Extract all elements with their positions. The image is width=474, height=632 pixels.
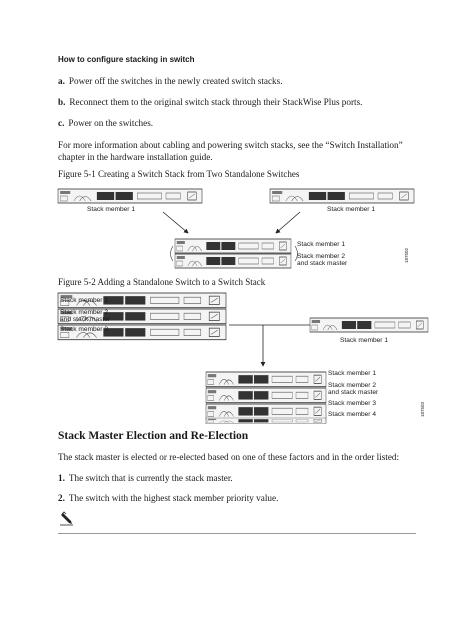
step-marker: c. — [58, 118, 65, 128]
figure-2-id: 187503 — [420, 401, 425, 417]
figure-2-bottom-label-1: Stack member 1 — [328, 370, 377, 377]
factor-text: The switch that is currently the stack master. — [68, 473, 233, 483]
step-text: Power off the switches in the newly created switch stacks. — [68, 76, 283, 86]
figure-1-id: 187502 — [404, 247, 409, 263]
figure-2-connectors — [229, 325, 310, 366]
factor-marker: 1. — [58, 473, 65, 483]
figure-1-arrow-right — [276, 212, 300, 233]
factor-marker: 2. — [58, 493, 65, 503]
figure-2-bottom-label-2a: Stack member 2 — [328, 382, 377, 389]
figure-2-bottom-label-4: Stack member 4 — [328, 411, 377, 418]
figure-2-top-label-2b: and stack master — [60, 316, 111, 323]
step-marker: a. — [58, 76, 65, 86]
section-title: Stack Master Election and Re-Election — [58, 430, 249, 442]
step-text: Reconnect them to the original switch stack through their StackWise Plus ports. — [69, 97, 363, 107]
figure-2-top-label-1: Stack member 1 — [60, 297, 109, 304]
figure-1-right-switch — [270, 189, 414, 203]
figure-2-caption: Figure 5-2 Adding a Standalone Switch to a Switch Stack — [58, 277, 266, 287]
figure-1-left-switch — [58, 189, 202, 203]
factor-text: The switch with the highest stack member priority value. — [68, 493, 279, 503]
info-line-2: chapter in the hardware installation guide. — [58, 152, 213, 162]
info-line-1: For more information about cabling and powering switch stacks, see the “Switch Installation” — [58, 140, 403, 150]
figure-1-stack-label-1: Stack member 1 — [297, 241, 346, 248]
note-divider — [58, 533, 416, 534]
figure-2-bottom-label-2b: and stack master — [328, 389, 379, 396]
factor-1 — [58, 473, 233, 483]
figure-1-stack — [171, 239, 298, 268]
figure-1-arrow-left — [163, 212, 188, 233]
step-text: Power on the switches. — [68, 118, 154, 128]
figure-2-bottom-label-3: Stack member 3 — [328, 400, 377, 407]
figure-1-right-label: Stack member 1 — [327, 206, 376, 213]
figure-2-top-label-3: Stack member 3 — [60, 326, 109, 333]
section-intro: The stack master is elected or re-elected based on one of these factors and in the order listed: — [58, 452, 400, 462]
factor-2 — [58, 493, 278, 503]
figure-1-left-label: Stack member 1 — [87, 206, 136, 213]
figure-2-bottom-stack — [206, 372, 326, 424]
figure-2-top-label-2a: Stack member 2 — [60, 309, 109, 316]
step-marker: b. — [58, 97, 66, 107]
figure-2-standalone-switch — [310, 318, 428, 332]
document-heading: How to configure stacking in switch — [58, 55, 195, 64]
note-pencil-icon — [60, 512, 73, 525]
figure-1-stack-label-2a: Stack member 2 — [297, 253, 346, 260]
figure-1-caption: Figure 5-1 Creating a Switch Stack from Two Standalone Switches — [58, 169, 300, 179]
figure-2-right-label: Stack member 1 — [340, 337, 389, 344]
figure-1-stack-label-2b: and stack master — [297, 260, 348, 267]
